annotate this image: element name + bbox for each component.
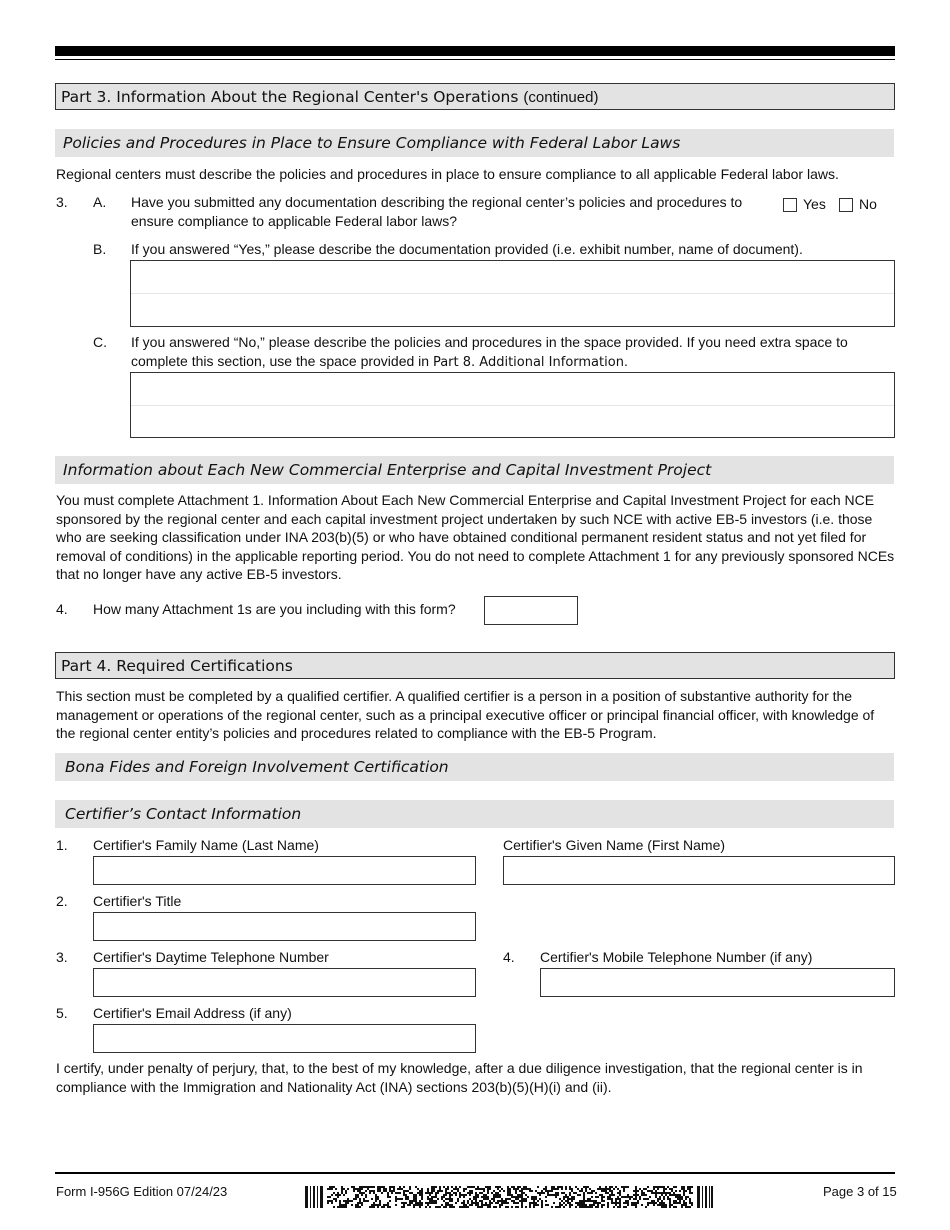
question-4-number: 4. xyxy=(56,601,68,617)
labor-laws-section-title: Policies and Procedures in Place to Ensure Compliance with Federal Labor Laws xyxy=(55,129,894,157)
part8-reference: Part 8. Additional Information xyxy=(432,354,624,370)
page-number: Page 3 of 15 xyxy=(823,1184,897,1199)
title-input[interactable] xyxy=(93,912,476,941)
field-1-number: 1. xyxy=(56,837,68,853)
part3-header xyxy=(55,83,895,110)
certification-statement: I certify, under penalty of perjury, that, to the best of my knowledge, after a due diligence investigation, that the regional center is in compliance with the Immigration and Nationality Act (INA) sections 203(b)(5)(H)(i) and (ii). xyxy=(56,1060,863,1095)
question-3a-text: Have you submitted any documentation describing the regional center’s policies and procedures to ensure compliance to applicable Federal labor laws? xyxy=(131,194,743,229)
no-checkbox[interactable] xyxy=(839,198,853,212)
contact-section-title: Certifier’s Contact Information xyxy=(55,800,894,828)
part3-header-title: Part 3. Information About the Regional Center's Operations xyxy=(61,88,519,106)
question-3c-text-end: . xyxy=(623,352,628,369)
given-name-label: Certifier's Given Name (First Name) xyxy=(503,837,726,853)
textarea-line-divider xyxy=(131,293,894,294)
family-name-input[interactable] xyxy=(93,856,476,885)
question-3c-letter: C. xyxy=(93,334,107,350)
email-label: Certifier's Email Address (if any) xyxy=(93,1005,292,1021)
given-name-input[interactable] xyxy=(503,856,895,885)
field-3-number: 3. xyxy=(56,949,68,965)
field-4-number: 4. xyxy=(503,949,515,965)
title-label: Certifier's Title xyxy=(93,893,182,909)
part4-intro: This section must be completed by a qualified certifier. A qualified certifier is a person in a position of substantive authority for the management or operations of the regional center, such as a principal executive officer or principal financial officer, with knowledge of the regional center entity’s policies and procedures related to compliance with the EB-5 Program. xyxy=(56,688,875,741)
question-3a-letter: A. xyxy=(93,194,107,210)
attachment-count-input[interactable] xyxy=(484,596,578,625)
part3-header-suffix: (continued) xyxy=(523,89,599,106)
yes-label: Yes xyxy=(803,196,826,212)
email-input[interactable] xyxy=(93,1024,476,1053)
question-4-text: How many Attachment 1s are you including with this form? xyxy=(93,601,456,617)
barcode-image xyxy=(305,1186,713,1208)
top-rule-thick xyxy=(55,46,895,56)
part4-header: Part 4. Required Certifications xyxy=(55,652,895,679)
top-rule-thin xyxy=(55,59,895,60)
daytime-phone-input[interactable] xyxy=(93,968,476,997)
bona-fides-section-title: Bona Fides and Foreign Involvement Certification xyxy=(55,753,894,781)
field-5-number: 5. xyxy=(56,1005,68,1021)
question-3b-text: If you answered “Yes,” please describe the documentation provided (i.e. exhibit number, name of document). xyxy=(131,241,803,257)
textarea-line-divider xyxy=(131,405,894,406)
no-label: No xyxy=(859,196,877,212)
mobile-phone-input[interactable] xyxy=(540,968,895,997)
labor-laws-intro: Regional centers must describe the policies and procedures in place to ensure compliance to all applicable Federal labor laws. xyxy=(56,166,839,182)
family-name-label: Certifier's Family Name (Last Name) xyxy=(93,837,319,853)
nce-section-title: Information about Each New Commercial Enterprise and Capital Investment Project xyxy=(55,456,894,484)
question-3-number: 3. xyxy=(56,194,68,210)
daytime-phone-label: Certifier's Daytime Telephone Number xyxy=(93,949,329,965)
question-3b-letter: B. xyxy=(93,241,107,257)
mobile-phone-label: Certifier's Mobile Telephone Number (if any) xyxy=(540,949,813,965)
footer-rule xyxy=(55,1172,895,1174)
question-3c-text xyxy=(131,333,881,372)
form-edition: Form I-956G Edition 07/24/23 xyxy=(56,1184,228,1199)
field-2-number: 2. xyxy=(56,893,68,909)
question-3c-text-main: If you answered “No,” please describe the policies and procedures in the space provided. If you need extra space to complete this section, use the space provided in xyxy=(131,334,848,369)
yes-checkbox[interactable] xyxy=(783,198,797,212)
nce-intro: You must complete Attachment 1. Information About Each New Commercial Enterprise and Capital Investment Project for each NCE sponsored by the regional center and each capital investment project undertaken by such NCE with active EB-5 investors (i.e. those who are seeking classification under INA 203(b)(5) or who have obtained conditional permanent resident status and not yet filed for removal of conditions) in the applicable reporting period. You do not need to complete Attachment 1 for any previously sponsored NCEs that no longer have any active EB-5 investors. xyxy=(56,492,895,582)
